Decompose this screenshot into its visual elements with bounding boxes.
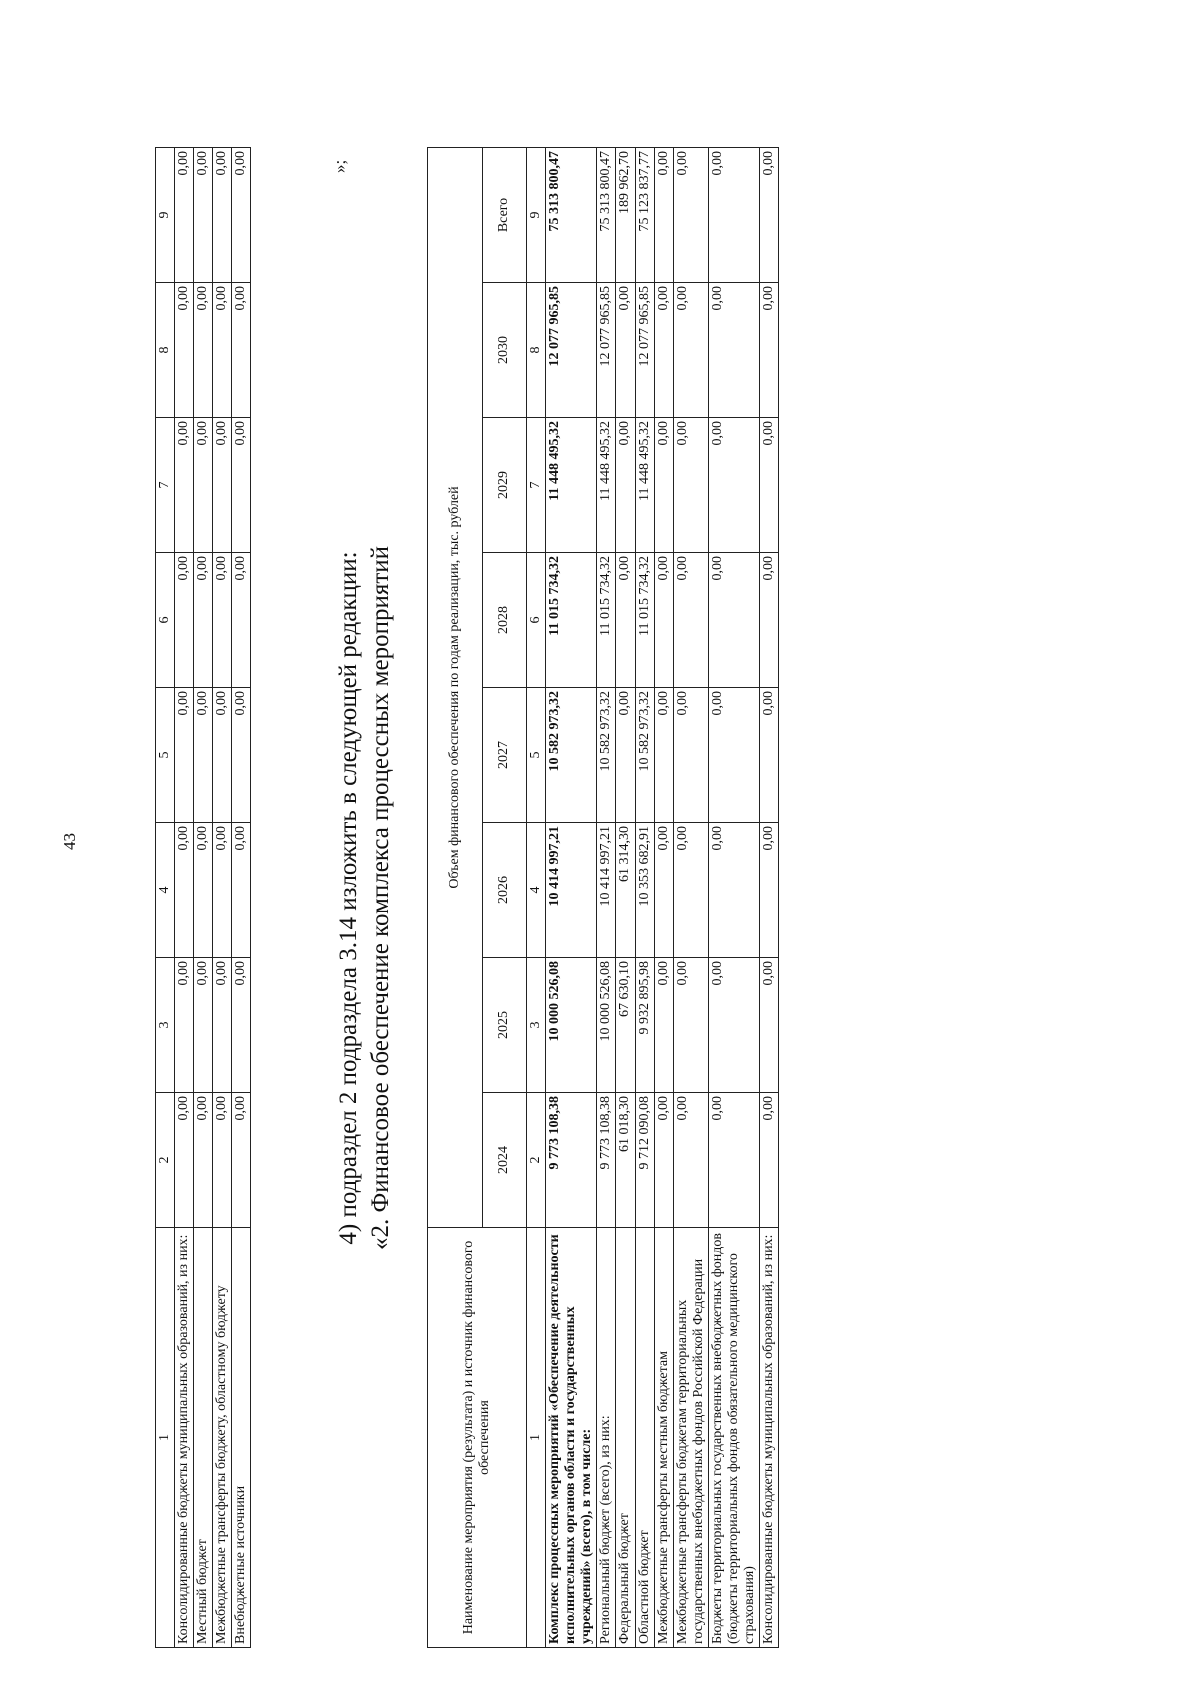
value-cell: 0,00 [194,418,213,553]
value-cell: 0,00 [213,1093,232,1228]
year-header: 2027 [483,688,527,823]
value-cell: 9 773 108,38 [597,1093,616,1228]
value-cell: 0,00 [213,823,232,958]
value-cell: 0,00 [616,688,635,823]
value-cell: 9 932 895,98 [635,958,654,1093]
year-header: 2030 [483,283,527,418]
value-cell: 67 630,10 [616,958,635,1093]
value-cell: 0,00 [654,147,673,282]
header-cell: 1 [156,1228,175,1648]
value-cell: 0,00 [232,1093,251,1228]
value-cell: 0,00 [708,147,759,282]
value-cell: 0,00 [194,823,213,958]
value-cell: 0,00 [654,553,673,688]
value-cell: 0,00 [213,688,232,823]
table-row-total [546,147,597,1647]
value-cell: 0,00 [232,958,251,1093]
value-cell: 75 313 800,47 [546,147,597,282]
year-header: Всего [483,147,527,282]
value-cell: 0,00 [760,1093,779,1228]
column-number: 5 [527,688,546,823]
value-cell: 9 712 090,08 [635,1093,654,1228]
amendment-instruction: 4) подраздел 2 подраздела 3.14 изложить в следующей редакции: [335,551,362,1245]
table-row [194,148,213,1648]
row-label: Внебюджетные источники [232,1228,251,1648]
value-cell: 75 123 837,77 [635,147,654,282]
value-cell: 0,00 [175,418,194,553]
value-cell: 0,00 [213,553,232,688]
value-cell: 0,00 [673,283,708,418]
value-cell: 0,00 [654,418,673,553]
value-cell: 0,00 [175,688,194,823]
row-label: Бюджеты территориальных государственных внебюджетных фондов (бюджеты территориальных фондов обязательного медицинского страхования) [708,1228,759,1648]
value-cell: 0,00 [654,958,673,1093]
value-cell: 0,00 [213,148,232,283]
value-cell: 0,00 [654,823,673,958]
continuation-table [155,147,251,1648]
value-cell: 0,00 [760,553,779,688]
financing-table [427,147,779,1648]
value-cell: 11 448 495,32 [546,418,597,553]
row-label: Местный бюджет [194,1228,213,1648]
value-cell: 11 015 734,32 [597,553,616,688]
table-row [760,147,779,1647]
column-number-row [527,147,546,1647]
value-cell: 0,00 [673,553,708,688]
value-cell: 0,00 [708,823,759,958]
year-header: 2025 [483,958,527,1093]
row-label: Региональный бюджет (всего), из них: [597,1228,616,1648]
value-cell: 0,00 [616,418,635,553]
value-cell: 0,00 [194,1093,213,1228]
value-cell: 10 414 997,21 [546,823,597,958]
value-cell: 10 353 682,91 [635,823,654,958]
column-number: 8 [527,283,546,418]
column-number: 2 [527,1093,546,1228]
value-cell: 12 077 965,85 [597,283,616,418]
value-cell: 0,00 [232,283,251,418]
value-cell: 0,00 [232,418,251,553]
column-number: 3 [527,958,546,1093]
year-header: 2024 [483,1093,527,1228]
value-cell: 0,00 [673,958,708,1093]
value-cell: 0,00 [760,823,779,958]
table-row [635,147,654,1647]
header-cell: 3 [156,958,175,1093]
table-row [654,147,673,1647]
value-cell: 0,00 [708,553,759,688]
value-cell: 0,00 [708,418,759,553]
value-cell: 0,00 [175,553,194,688]
row-label: Комплекс процессных мероприятий «Обеспечение деятельности исполнительных органов области и государственных учреждений» (всего), в том числе: [546,1228,597,1648]
value-cell: 11 448 495,32 [597,418,616,553]
table-header-row [428,147,483,1647]
row-label: Консолидированные бюджеты муниципальных образований, из них: [760,1228,779,1648]
value-cell: 0,00 [232,553,251,688]
value-cell: 61 314,30 [616,823,635,958]
column-number: 6 [527,553,546,688]
value-cell: 0,00 [616,283,635,418]
section-heading [333,148,397,1648]
value-cell: 11 015 734,32 [546,553,597,688]
section-title: «2. Финансовое обеспечение комплекса процессных мероприятий [367,545,394,1251]
value-cell: 0,00 [213,958,232,1093]
value-cell: 0,00 [175,958,194,1093]
value-cell: 0,00 [708,688,759,823]
table-row [597,147,616,1647]
value-cell: 0,00 [673,418,708,553]
header-cell: 6 [156,553,175,688]
header-cell: 5 [156,688,175,823]
column-number: 4 [527,823,546,958]
row-label: Межбюджетные трансферты бюджету, областному бюджету [213,1228,232,1648]
value-cell: 0,00 [654,283,673,418]
value-cell: 0,00 [708,1093,759,1228]
value-cell: 0,00 [175,823,194,958]
year-header: 2028 [483,553,527,688]
row-label: Консолидированные бюджеты муниципальных образований, из них: [175,1228,194,1648]
value-cell: 0,00 [708,958,759,1093]
page-number: 43 [60,833,79,850]
value-cell: 0,00 [175,148,194,283]
value-cell: 10 582 973,32 [546,688,597,823]
value-cell: 10 414 997,21 [597,823,616,958]
row-label: Межбюджетные трансферты бюджетам территориальных государственных внебюджетных фондов Российской Федерации [673,1228,708,1648]
value-cell: 0,00 [673,823,708,958]
value-cell: 0,00 [673,1093,708,1228]
name-column-header: Наименование мероприятия (результата) и источник финансового обеспечения [428,1228,527,1648]
value-cell: 10 582 973,32 [597,688,616,823]
value-cell: 0,00 [654,688,673,823]
header-cell: 9 [156,148,175,283]
value-cell: 0,00 [760,958,779,1093]
value-cell: 0,00 [232,688,251,823]
volume-group-header: Объем финансового обеспечения по годам реализации, тыс. рублей [428,147,483,1227]
value-cell: 0,00 [616,553,635,688]
value-cell: 0,00 [760,283,779,418]
value-cell: 0,00 [194,688,213,823]
value-cell: 0,00 [760,688,779,823]
value-cell: 0,00 [232,148,251,283]
value-cell: 0,00 [760,418,779,553]
value-cell: 12 077 965,85 [635,283,654,418]
header-cell: 4 [156,823,175,958]
table-row [673,147,708,1647]
table-row [708,147,759,1647]
value-cell: 0,00 [213,418,232,553]
header-cell: 8 [156,283,175,418]
value-cell: 0,00 [760,147,779,282]
value-cell: 9 773 108,38 [546,1093,597,1228]
value-cell: 10 582 973,32 [635,688,654,823]
value-cell: 11 015 734,32 [635,553,654,688]
value-cell: 0,00 [213,283,232,418]
value-cell: 12 077 965,85 [546,283,597,418]
table-row [232,148,251,1648]
row-label: Федеральный бюджет [616,1228,635,1648]
value-cell: 0,00 [654,1093,673,1228]
value-cell: 0,00 [673,688,708,823]
value-cell: 0,00 [708,283,759,418]
value-cell: 0,00 [232,823,251,958]
closing-quote-mark: »; [330,159,349,173]
header-cell: 7 [156,418,175,553]
value-cell: 0,00 [194,148,213,283]
header-cell: 2 [156,1093,175,1228]
table-row [616,147,635,1647]
value-cell: 11 448 495,32 [635,418,654,553]
value-cell: 0,00 [175,1093,194,1228]
row-label: Межбюджетные трансферты местным бюджетам [654,1228,673,1648]
value-cell: 0,00 [175,283,194,418]
rotated-page-content [155,148,1195,1648]
column-number: 1 [527,1228,546,1648]
value-cell: 0,00 [194,553,213,688]
value-cell: 189 962,70 [616,147,635,282]
table-row [213,148,232,1648]
value-cell: 10 000 526,08 [546,958,597,1093]
value-cell: 0,00 [194,283,213,418]
table-row [175,148,194,1648]
value-cell: 10 000 526,08 [597,958,616,1093]
year-header: 2026 [483,823,527,958]
column-number: 9 [527,147,546,282]
year-header: 2029 [483,418,527,553]
value-cell: 0,00 [194,958,213,1093]
value-cell: 0,00 [673,147,708,282]
value-cell: 61 018,30 [616,1093,635,1228]
column-number: 7 [527,418,546,553]
table-header-row [156,148,175,1648]
row-label: Областной бюджет [635,1228,654,1648]
value-cell: 75 313 800,47 [597,147,616,282]
